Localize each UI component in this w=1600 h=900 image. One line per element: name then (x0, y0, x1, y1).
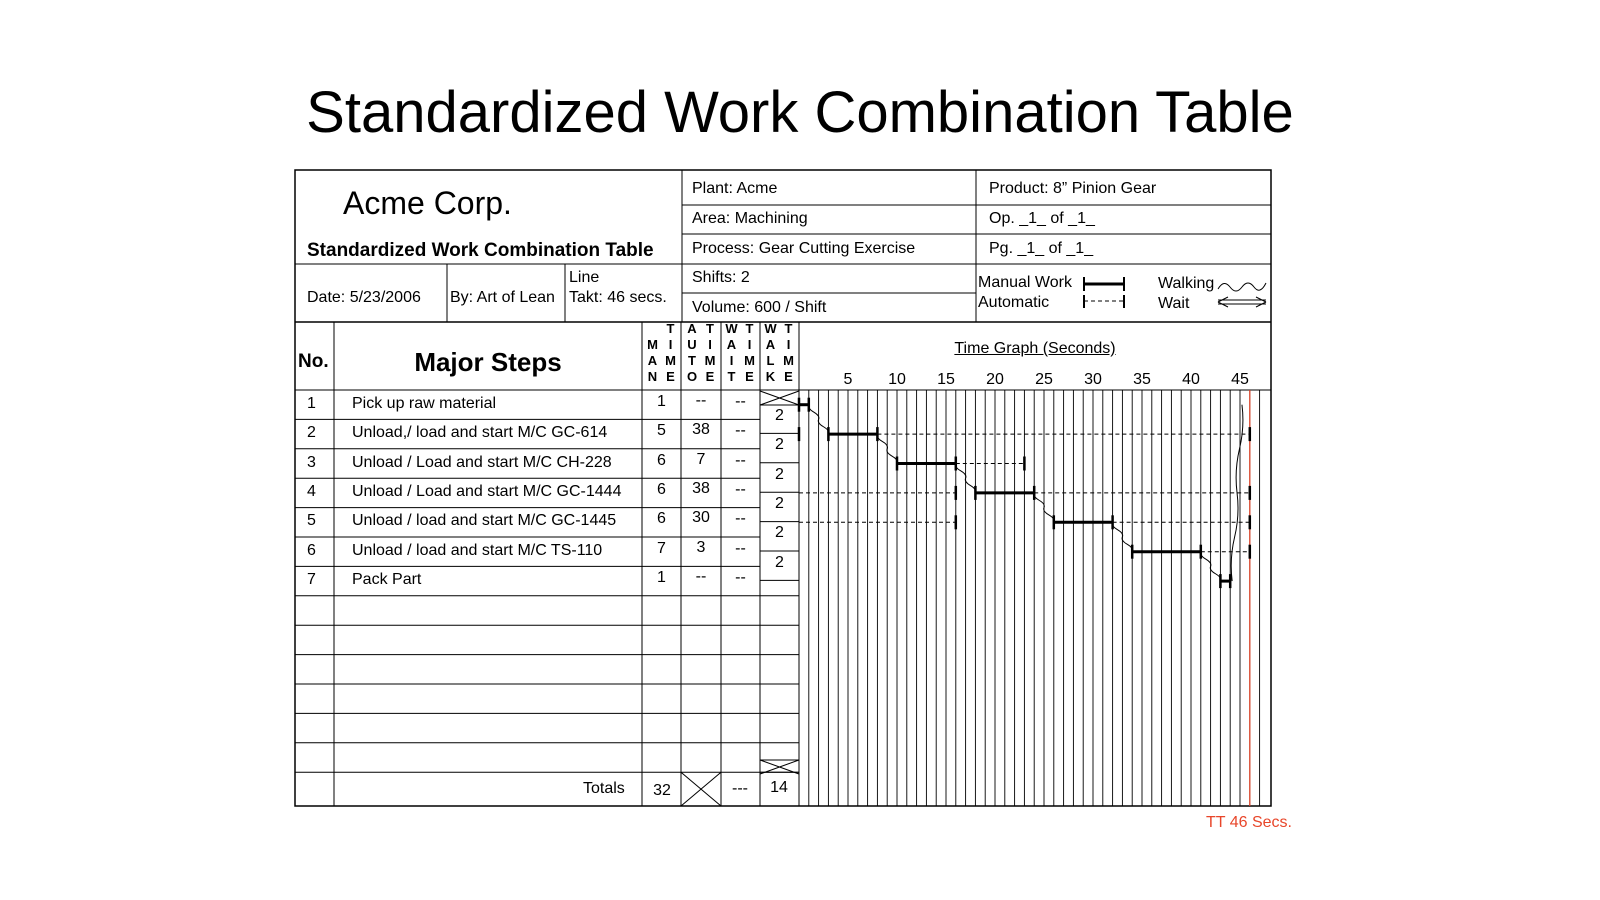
time-tick-label: 20 (986, 371, 1004, 388)
line-label: Line (569, 269, 600, 286)
walk-time-value: 2 (775, 524, 784, 542)
row-wait-time: -- (735, 451, 746, 469)
totals-wait: --- (732, 780, 748, 797)
auto-time-header-letter: A (687, 321, 697, 336)
time-tick-label: 15 (937, 371, 955, 388)
walk-time-header-letter: W (764, 321, 777, 336)
by-field: By: Art of Lean (450, 289, 555, 306)
walk-time-header-letter: I (786, 337, 791, 352)
row-step: Unload / load and start M/C TS-110 (352, 541, 603, 559)
row-step: Unload / load and start M/C GC-1445 (352, 512, 617, 530)
totals-label: Totals (583, 780, 625, 797)
wait-time-header-letter: T (727, 369, 736, 384)
legend-automatic-label: Automatic (978, 294, 1050, 311)
col-steps-header: Major Steps (414, 347, 562, 377)
walk-time-header-letter: M (783, 353, 794, 368)
row-number: 1 (307, 394, 316, 412)
wait-time-header-letter: W (725, 321, 738, 336)
man-time-header-letter: A (647, 353, 658, 368)
volume-field: Volume: 600 / Shift (692, 299, 827, 316)
legend-wait-label: Wait (1158, 295, 1190, 312)
walk-time-header-letter: E (784, 369, 793, 384)
pg-field: Pg. _1_ of _1_ (989, 240, 1094, 257)
walk-time-header-letter: A (765, 337, 776, 352)
row-wait-time: -- (735, 539, 746, 557)
row-number: 2 (307, 424, 316, 442)
wait-time-header-letter: M (744, 353, 755, 368)
man-time-header-letter: E (666, 369, 675, 384)
row-auto-time: -- (695, 568, 707, 586)
time-tick-label: 40 (1182, 371, 1200, 388)
row-wait-time: -- (735, 510, 746, 528)
auto-time-header-letter: U (687, 337, 697, 352)
row-wait-time: -- (735, 569, 746, 587)
row-step: Unload / Load and start M/C CH-228 (352, 453, 612, 471)
time-tick-label: 35 (1133, 371, 1151, 388)
wait-time-header-letter: E (745, 369, 754, 384)
row-man-time: 1 (657, 392, 666, 410)
legend-walking-wave (1218, 283, 1266, 291)
totals-man: 32 (653, 782, 671, 799)
takt-field: Takt: 46 secs. (569, 289, 667, 306)
auto-time-header-letter: O (686, 369, 698, 384)
row-step: Unload,/ load and start M/C GC-614 (352, 424, 608, 442)
row-auto-time: 7 (696, 450, 706, 468)
time-graph-title: Time Graph (Seconds) (954, 340, 1116, 357)
walk-time-value: 2 (775, 436, 784, 454)
shifts-field: Shifts: 2 (692, 269, 750, 286)
row-man-time: 1 (657, 569, 666, 587)
row-auto-time: 30 (692, 509, 710, 527)
row-wait-time: -- (735, 422, 746, 440)
legend-manual-label: Manual Work (978, 274, 1072, 291)
auto-time-header-letter: T (706, 321, 714, 336)
row-auto-time: 38 (692, 479, 710, 497)
row-auto-time: 38 (692, 421, 710, 439)
row-wait-time: -- (735, 480, 746, 498)
time-tick-label: 45 (1231, 371, 1249, 388)
walk-time-value: 2 (775, 553, 784, 571)
row-number: 3 (307, 453, 316, 471)
walk-time-value: 2 (775, 494, 784, 512)
row-number: 4 (307, 482, 316, 500)
row-step: Unload / Load and start M/C GC-1444 (352, 482, 622, 500)
row-man-time: 5 (657, 422, 666, 440)
walk-time-header-letter: K (765, 369, 776, 384)
row-number: 6 (307, 541, 316, 559)
form-title: Standardized Work Combination Table (307, 240, 654, 261)
man-time-header-letter: I (668, 337, 673, 352)
legend-wait-arrow (1218, 297, 1266, 307)
product-field: Product: 8” Pinion Gear (989, 180, 1157, 197)
col-no-header: No. (298, 351, 329, 372)
walk-time-value: 2 (775, 406, 784, 424)
row-wait-time: -- (735, 392, 746, 410)
auto-time-header-letter: E (705, 369, 715, 384)
man-time-header-letter: N (647, 369, 658, 384)
time-tick-label: 5 (843, 371, 853, 388)
area-field: Area: Machining (692, 210, 808, 227)
row-step: Pick up raw material (352, 394, 497, 412)
process-field: Process: Gear Cutting Exercise (692, 240, 916, 257)
totals-walk: 14 (770, 779, 788, 796)
row-man-time: 6 (657, 451, 666, 469)
slide-title: Standardized Work Combination Table (306, 80, 1294, 145)
row-man-time: 6 (657, 510, 666, 528)
row-auto-time: 3 (696, 538, 706, 556)
date-field: Date: 5/23/2006 (307, 289, 421, 306)
plant-field: Plant: Acme (692, 180, 778, 197)
time-tick-label: 30 (1084, 371, 1102, 388)
auto-time-header-letter: M (704, 353, 716, 368)
takt-time-note: TT 46 Secs. (1206, 814, 1292, 831)
walk-time-value: 2 (775, 465, 784, 483)
walk-time-header-letter: L (766, 353, 775, 368)
company-name: Acme Corp. (343, 185, 512, 221)
op-field: Op. _1_ of _1_ (989, 210, 1095, 227)
wait-time-header-letter: I (747, 337, 752, 352)
time-tick-label: 10 (888, 371, 906, 388)
row-step: Pack Part (352, 571, 422, 589)
legend-walking-label: Walking (1158, 275, 1215, 292)
man-time-header-letter: M (647, 337, 658, 352)
row-auto-time: -- (695, 391, 707, 409)
row-man-time: 7 (657, 539, 666, 557)
man-time-header-letter: T (666, 321, 675, 336)
walk-time-header-letter: T (784, 321, 793, 336)
row-number: 5 (307, 512, 316, 530)
wait-time-header-letter: I (729, 353, 734, 368)
wait-time-header-letter: A (726, 337, 737, 352)
time-tick-label: 25 (1035, 371, 1053, 388)
auto-time-header-letter: I (708, 337, 712, 352)
row-number: 7 (307, 571, 316, 589)
man-time-header-letter: M (665, 353, 676, 368)
row-man-time: 6 (657, 480, 666, 498)
wait-time-header-letter: T (745, 321, 754, 336)
auto-time-header-letter: T (688, 353, 696, 368)
